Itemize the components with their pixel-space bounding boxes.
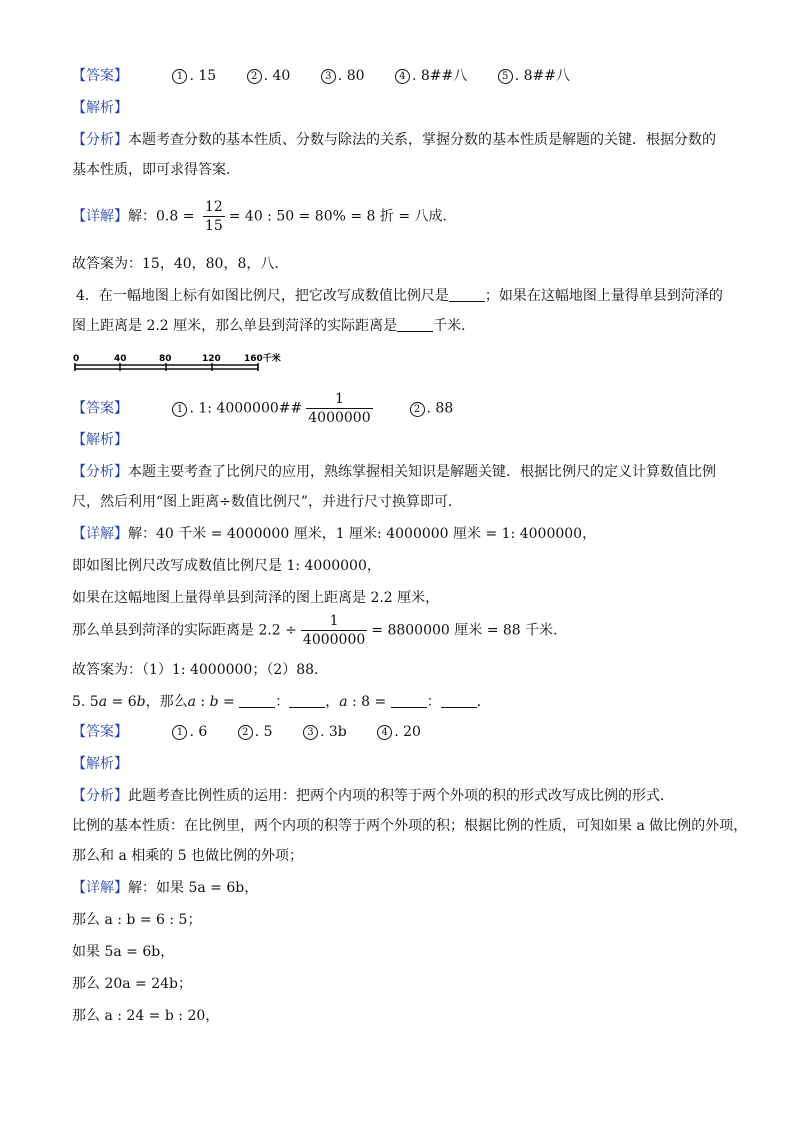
circled-number: 2 [247,69,262,84]
answer-text: . 15 [189,68,217,84]
fraction-numerator: 12 [204,199,223,215]
fraction [301,612,367,649]
answer-text: . 80 [337,68,365,84]
q-text: ， [325,694,340,710]
scale-label: 0 [73,354,80,364]
q4-xiangjie-1 [72,524,596,544]
question-text: 千米． [433,318,476,334]
q-text: : 8 = [347,694,391,710]
var-b: b [136,694,146,710]
q4-answer-line [72,390,453,427]
q5-answer-4 [377,722,421,742]
fraction-denominator: 15 [204,218,223,234]
q5-fenxi-1 [72,786,674,806]
circled-number: 3 [303,725,318,740]
answer-text: . 20 [394,724,421,740]
answer-text: . 6 [189,724,208,740]
fraction [203,198,225,235]
xiangjie-tag: 【详解】 [72,880,128,896]
var-a: a [187,694,196,710]
q5-answer-line [72,722,447,742]
answer-text: . 88 [426,400,454,417]
q5-step-1: 那么 a : b = 6 : 5； [72,912,202,928]
line-4-pre: 那么单县到菏泽的实际距离是 2.2 ÷ [72,622,297,639]
circled-number: 2 [238,725,253,740]
fraction [306,390,372,427]
q4-question-line-1 [76,286,723,306]
q4-fenxi-1 [72,462,716,482]
var-a: a [339,694,348,710]
q3-answer-4 [395,66,467,86]
answer-blank [391,693,427,708]
var-b: b [209,694,219,710]
q4-jiexi: 【解析】 [72,432,128,448]
fenxi-text: 本题考查分数的基本性质、分数与除法的关系，掌握分数的基本性质是解题的关键．根据分数的 [128,132,716,148]
answer-blank [289,693,325,708]
q5-line-3: 那么和 a 相乘的 5 也做比例的外项； [72,848,304,864]
scale-label: 120 [202,354,221,364]
circled-number: 5 [498,69,513,84]
q4-final: 故答案为：（1）1: 4000000；（2）88． [72,662,329,678]
scale-label: 40 [114,354,127,364]
answer-blank [441,693,477,708]
xiangjie-post: = 40 : 50 = 80% = 8 折 = 八成． [228,208,457,225]
fenxi-text: 此题考查比例性质的运用：把两个内项的积等于两个外项的积的形式改写成比例的形式． [128,788,674,804]
scale-label: 160千米 [244,354,281,364]
circled-number: 1 [172,725,187,740]
scale-label: 80 [159,354,172,364]
line-4-post: = 8800000 厘米 = 88 千米． [371,622,568,639]
q-text: = 6 [107,694,137,710]
q5-answer-2 [238,722,273,742]
answer-tag: 【答案】 [72,724,128,740]
q-text: ： [426,694,441,710]
q4-fenxi-2: 尺，然后利用“图上距离÷数值比例尺”，并进行尺寸换算即可． [72,494,463,510]
answer-text: . 8##八 [514,68,570,84]
q4-line-3: 如果在这幅地图上量得单县到菏泽的图上距离是 2.2 厘米， [72,590,440,606]
fraction-denominator: 4000000 [302,632,366,648]
circled-number: 2 [410,402,425,417]
q5-jiexi: 【解析】 [72,756,128,772]
answer-tag: 【答案】 [72,400,128,417]
circled-number: 4 [395,69,410,84]
fenxi-tag: 【分析】 [72,132,128,148]
q3-answer-2 [247,66,291,86]
q5-line-2: 比例的基本性质：在比例里，两个内项的积等于两个外项的积；根据比例的性质，可知如果 a 做比例的外项， [72,818,748,834]
q3-xiangjie [72,198,457,235]
xiangjie-tag: 【详解】 [72,208,128,225]
q3-fenxi-2: 基本性质，即可求得答案． [72,162,240,178]
circled-number: 4 [377,725,392,740]
q-text: 5. 5 [72,694,99,710]
q4-question-line-2 [72,316,475,336]
xiangjie-text: 解：如果 5a = 6b， [128,880,259,896]
circled-number: 3 [321,69,336,84]
q5-step-2: 如果 5a = 6b， [72,944,175,960]
xiangjie-text: 解：40 千米 = 4000000 厘米，1 厘米: 4000000 厘米 = 1: 4000000， [128,526,597,542]
answer-blank [239,693,275,708]
fenxi-tag: 【分析】 [72,464,128,480]
q3-answer-5 [498,66,570,86]
q5-question-line [72,692,491,712]
xiangjie-pre: 解：0.8 = [128,208,199,225]
q5-xiangjie-1 [72,878,258,898]
fraction-denominator: 4000000 [308,410,371,426]
question-text: ；如果在这幅地图上量得单县到菏泽的 [484,288,723,304]
answer-tag: 【答案】 [72,68,128,84]
q-text: ． [476,694,491,710]
circled-number: 1 [172,69,187,84]
q5-answer-3 [303,722,347,742]
answer-blank [397,317,433,332]
fraction-numerator: 1 [306,390,372,409]
question-text: 图上距离是 2.2 厘米，那么单县到菏泽的实际距离是 [72,318,398,334]
circled-number: 1 [172,402,187,417]
q3-jiexi: 【解析】 [72,100,128,116]
q3-final: 故答案为：15，40，80，8，八． [72,256,289,272]
fraction-numerator: 1 [301,612,367,631]
q3-fenxi-1 [72,130,716,150]
q-text: : [195,694,210,710]
q4-line-4 [72,612,567,649]
map-scale-bar [72,350,302,374]
q3-answer-3 [321,66,365,86]
q-text: ，那么 [145,694,188,710]
fenxi-text: 本题主要考查了比例尺的应用，熟练掌握相关知识是解题关键．根据比例尺的定义计算数值比例 [128,464,716,480]
answer-text: . 8##八 [411,68,468,84]
answer-text: . 3b [319,724,347,740]
q5-step-3: 那么 20a = 24b； [72,976,193,992]
q3-answer-line [72,66,596,86]
q5-answer-1 [172,722,207,742]
q-text: ： [275,694,290,710]
xiangjie-tag: 【详解】 [72,526,128,542]
answer-blank [449,287,485,302]
var-a: a [98,694,108,710]
q4-line-2: 即如图比例尺改写成数值比例尺是 1: 4000000， [72,558,381,574]
question-text: 4．在一幅地图上标有如图比例尺，把它改写成数值比例尺是 [76,288,449,304]
fenxi-tag: 【分析】 [72,788,128,804]
answer-text: . 1: 4000000## [189,400,303,417]
answer-text: . 40 [263,68,291,84]
answer-text: . 5 [254,724,273,740]
q-text: = [218,694,240,710]
q3-answer-1 [172,66,216,86]
q5-step-4: 那么 a : 24 = b : 20， [72,1008,220,1024]
